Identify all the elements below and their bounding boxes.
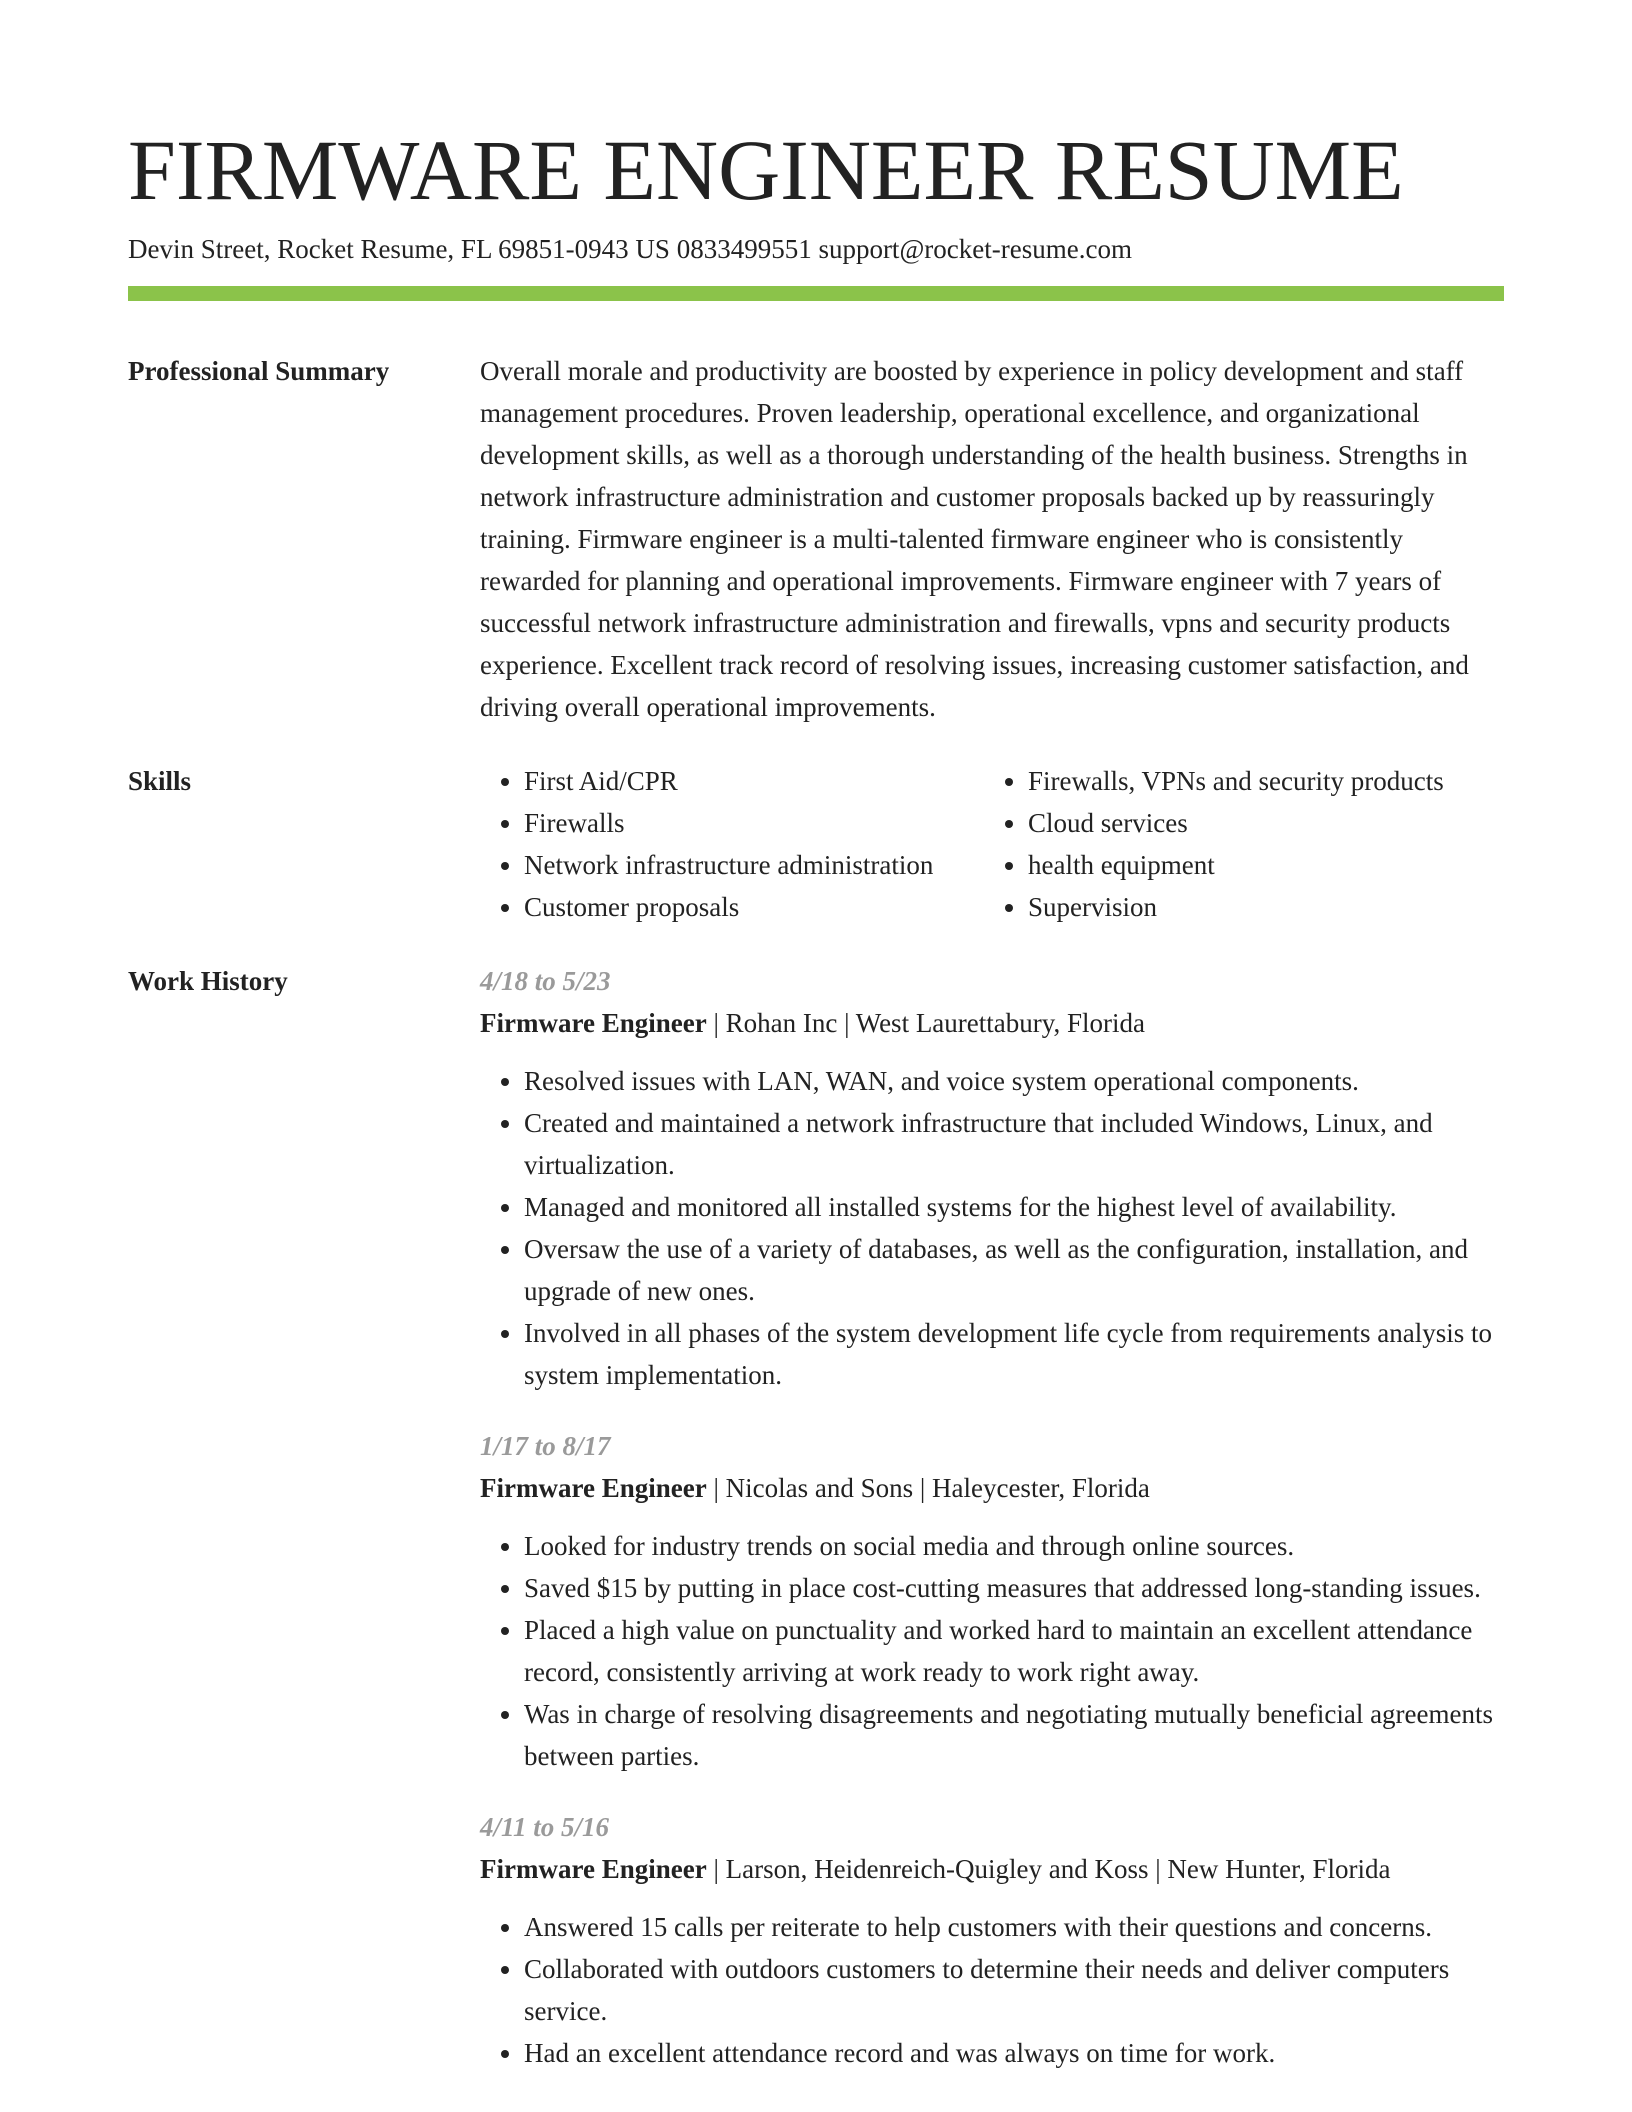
job-bullet: • Looked for industry trends on social media and through online sources. <box>524 1525 1504 1567</box>
section-label-skills: Skills <box>128 766 192 796</box>
job-separator: | <box>706 1008 726 1038</box>
job-bullets <box>480 1525 1504 1777</box>
skill-item: • Firewalls <box>524 802 984 844</box>
job-company: Rohan Inc <box>725 1008 838 1038</box>
job-bullet: • Was in charge of resolving disagreements and negotiating mutually beneficial agreements between parties. <box>524 1693 1504 1777</box>
skill-item: • Customer proposals <box>524 886 984 928</box>
skills-list-right <box>984 760 1504 928</box>
job-separator: | <box>913 1473 932 1503</box>
work-history-body <box>480 960 1504 2103</box>
skill-item: • Supervision <box>1028 886 1504 928</box>
job-location: Haleycester, Florida <box>932 1473 1150 1503</box>
accent-divider <box>128 286 1504 301</box>
job-company: Nicolas and Sons <box>725 1473 914 1503</box>
job-title: Firmware Engineer <box>480 1008 707 1038</box>
job-dates: 1/17 to 8/17 <box>480 1431 611 1461</box>
job-bullet: • Involved in all phases of the system development life cycle from requirements analysis to system implementation. <box>524 1312 1504 1396</box>
job-heading <box>480 1002 1504 1044</box>
contact-line: Devin Street, Rocket Resume, FL 69851-0943 US 0833499551 support@rocket-resume.com <box>128 234 1132 264</box>
job-location: New Hunter, Florida <box>1167 1854 1391 1884</box>
job-company: Larson, Heidenreich-Quigley and Koss <box>725 1854 1149 1884</box>
job-bullet: • Created and maintained a network infrastructure that included Windows, Linux, and virtualization. <box>524 1102 1504 1186</box>
job-bullet: • Placed a high value on punctuality and worked hard to maintain an excellent attendance record, consistently arriving at work ready to work right away. <box>524 1609 1504 1693</box>
job-bullet: • Collaborated with outdoors customers to determine their needs and deliver computers service. <box>524 1948 1504 2032</box>
skills-list-left <box>480 760 984 928</box>
job-title: Firmware Engineer <box>480 1854 707 1884</box>
skill-item: • First Aid/CPR <box>524 760 984 802</box>
job-dates: 4/18 to 5/23 <box>480 966 611 996</box>
job-separator: | <box>706 1854 726 1884</box>
summary-body <box>480 350 1504 728</box>
job-separator: | <box>837 1008 856 1038</box>
section-label-summary: Professional Summary <box>128 356 390 386</box>
skills-body <box>480 760 1504 928</box>
job-bullets <box>480 1906 1504 2074</box>
skills-columns <box>480 760 1504 928</box>
job-title: Firmware Engineer <box>480 1473 707 1503</box>
job-bullet: • Answered 15 calls per reiterate to help customers with their questions and concerns. <box>524 1906 1504 1948</box>
job-bullet: • Resolved issues with LAN, WAN, and voice system operational components. <box>524 1060 1504 1102</box>
skill-item: • health equipment <box>1028 844 1504 886</box>
job-entry <box>480 1806 1504 2074</box>
job-dates: 4/11 to 5/16 <box>480 1812 610 1842</box>
job-bullet: • Managed and monitored all installed systems for the highest level of availability. <box>524 1186 1504 1228</box>
resume-title: FIRMWARE ENGINEER RESUME <box>128 122 1404 218</box>
skill-item: • Network infrastructure administration <box>524 844 984 886</box>
job-separator: | <box>706 1473 726 1503</box>
job-bullet: • Had an excellent attendance record and was always on time for work. <box>524 2032 1504 2074</box>
job-entry <box>480 1425 1504 1777</box>
job-bullet: • Saved $15 by putting in place cost-cutting measures that addressed long-standing issues. <box>524 1567 1504 1609</box>
job-separator: | <box>1148 1854 1168 1884</box>
job-heading <box>480 1848 1504 1890</box>
summary-text: Overall morale and productivity are boosted by experience in policy development and staff management procedures. Proven leadership, operational excellence, and organizational development skills, as well as a thorough understanding of the health business. Strengths in network infrastructure administration and customer proposals backed up by reassuringly training. Firmware engineer is a multi-talented firmware engineer who is consistently rewarded for planning and operational improvements. Firmware engineer with 7 years of successful network infrastructure administration and firewalls, vpns and security products experience. Excellent track record of resolving issues, increasing customer satisfaction, and driving overall operational improvements. <box>480 356 1469 722</box>
section-label-work-history: Work History <box>128 966 288 996</box>
job-bullets <box>480 1060 1504 1396</box>
job-entry <box>480 960 1504 1396</box>
job-bullet: • Oversaw the use of a variety of databases, as well as the configuration, installation, and upgrade of new ones. <box>524 1228 1504 1312</box>
job-location: West Laurettabury, Florida <box>855 1008 1145 1038</box>
job-heading <box>480 1467 1504 1509</box>
skill-item: • Firewalls, VPNs and security products <box>1028 760 1504 802</box>
skill-item: • Cloud services <box>1028 802 1504 844</box>
